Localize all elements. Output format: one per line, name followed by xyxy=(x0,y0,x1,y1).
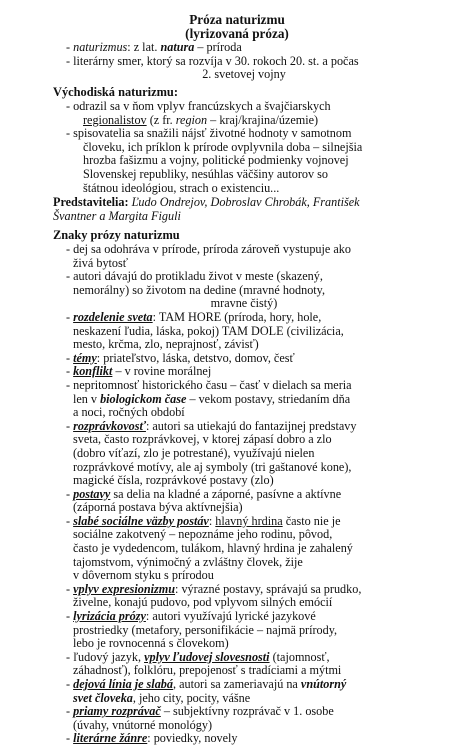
predstavitelia-line-1: Predstavitelia: Ľudo Ondrejov, Dobroslav Chrobák, František xyxy=(53,195,360,209)
znaky-line: tajomstvom, výnimočný a zvláštny človek, žije xyxy=(73,554,303,569)
znaky-line: často je vydedencom, tulákom, hlavný hrdina je zahalený xyxy=(73,541,353,556)
section-heading-vychodiska: Východiská naturizmu: xyxy=(53,85,178,99)
znaky-block xyxy=(66,243,422,746)
znaky-line: neskazení ľudia, láska, pokoj) TAM DOLE (civilizácia, xyxy=(73,323,344,338)
znaky-line: a noci, ročných období xyxy=(73,405,185,420)
znaky-line: - nepritomnosť historického času – časť v dielach sa meria xyxy=(66,377,352,392)
vychodiska-line: človeku, ich príklon k prírode ovplyvnila doba – silnejšia xyxy=(83,139,363,154)
znaky-line: mravne čistý) xyxy=(210,296,278,311)
intro-line-1: - naturizmus: z lat. natura – príroda xyxy=(66,40,242,54)
predstavitelia-line-2: Švantner a Margita Figuli xyxy=(53,208,181,223)
znaky-line: (úvahy, vnútorné monológy) xyxy=(73,717,213,732)
znaky-line: rozprávkové motívy, ale aj symboly (tri gaštanové kone), xyxy=(73,459,352,474)
intro-block xyxy=(66,41,422,82)
znaky-line: prostriedky (metafory, personifikácie – najmä prírody, xyxy=(73,622,338,637)
znaky-line: - dejová línia je slabá, autori sa zameriavajú na vnútorný xyxy=(66,677,347,691)
znaky-line: - lyrizácia prózy: autori využívajú lyrické jazykové xyxy=(66,609,316,624)
znaky-line: - slabé sociálne väzby postáv: hlavný hrdina často nie je xyxy=(66,513,341,528)
vychodiska-line: - odrazil sa v ňom vplyv francúzskych a švajčiarskych xyxy=(66,99,331,113)
znaky-line: - témy: priateľstvo, láska, detstvo, domov, česť xyxy=(66,350,295,365)
znaky-line: záhadnosť), folklóru, prepojenosť s tradíciami a mýtmi xyxy=(73,663,342,678)
znaky-line: - rozprávkovosť: autori sa utiekajú do fantazijnej predstavy xyxy=(66,418,357,433)
znaky-line: sociálne zakotvený – nepoznáme jeho rodinu, pôvod, xyxy=(73,527,333,542)
predstavitelia-block xyxy=(53,196,433,223)
vychodiska-line: regionalistov (z fr. region – kraj/krajina/územie) xyxy=(83,112,319,127)
znaky-line: - rozdelenie sveta: TAM HORE (príroda, hory, hole, xyxy=(66,309,322,324)
vychodiska-line: hrozba fašizmu a vojny, politické podmienky vojnovej xyxy=(83,153,349,168)
znaky-line: živá bytosť xyxy=(73,255,128,270)
znaky-line: (záporná postava býva aktívnejšia) xyxy=(73,500,243,515)
znaky-line: - priamy rozprávač – subjektívny rozprávač v 1. osobe xyxy=(66,704,334,719)
document-title: Próza naturizmu xyxy=(189,12,285,27)
term-natura: natura xyxy=(160,40,195,54)
vychodiska-line: - spisovatelia sa snažili nájsť životné hodnoty v samotnom xyxy=(66,126,352,141)
intro-line-3: 2. svetovej vojny xyxy=(202,67,286,82)
znaky-line: živelne, konajú pudovo, pod vplyvom silných emócií xyxy=(73,595,333,610)
znaky-line: - vplyv expresionizmu: výrazné postavy, správajú sa prudko, xyxy=(66,581,362,596)
znaky-line: mesto, krčma, zlo, neprajnosť, závisť) xyxy=(73,337,259,352)
znaky-line: magické čísla, rozprávkové postavy (zlo) xyxy=(73,473,274,488)
predstavitelia-label: Predstavitelia: xyxy=(53,195,129,209)
vychodiska-line: štátnou ideológiou, strach o existenciu... xyxy=(83,180,280,195)
znaky-line: - autori dávajú do protikladu život v meste (skazený, xyxy=(66,269,323,284)
znaky-line: v dôvernom styku s prírodou xyxy=(73,568,214,583)
znaky-line: svet človeka, jeho city, pocity, vášne xyxy=(73,690,251,705)
znaky-line: (dobro víťazí, zlo je potrestané), využívajú nielen xyxy=(73,445,315,460)
znaky-line: lebo je rovnocenná s človekom) xyxy=(73,636,229,651)
znaky-line: sveta, často rozprávkovej, v ktorej zápasí dobro a zlo xyxy=(73,432,332,447)
term-naturizmus: naturizmus xyxy=(73,40,128,54)
section-heading-znaky: Znaky prózy naturizmu xyxy=(53,228,180,242)
intro-line-2: - literárny smer, ktorý sa rozvíja v 30. rokoch 20. st. a počas xyxy=(66,53,359,68)
znaky-line: len v biologickom čase – vekom postavy, striedaním dňa xyxy=(73,391,351,406)
vychodiska-line: Slovenskej republiky, nesúhlas väčšiny autorov so xyxy=(83,166,328,181)
znaky-line: - ľudový jazyk, vplyv ľudovej slovesnosti (tajomnosť, xyxy=(66,649,330,664)
znaky-line: nemorálny) so životom na dedine (mravné hodnoty, xyxy=(73,282,326,297)
document-subtitle: (lyrizovaná próza) xyxy=(185,26,289,41)
znaky-line: - literárne žánre: poviedky, novely xyxy=(66,731,238,746)
vychodiska-block xyxy=(66,100,422,195)
znaky-line: - konflikt – v rovine morálnej xyxy=(66,364,212,379)
znaky-line: - postavy sa delia na kladné a záporné, pasívne a aktívne xyxy=(66,486,342,501)
znaky-line: - dej sa odohráva v prírode, príroda zároveň vystupuje ako xyxy=(66,242,351,256)
